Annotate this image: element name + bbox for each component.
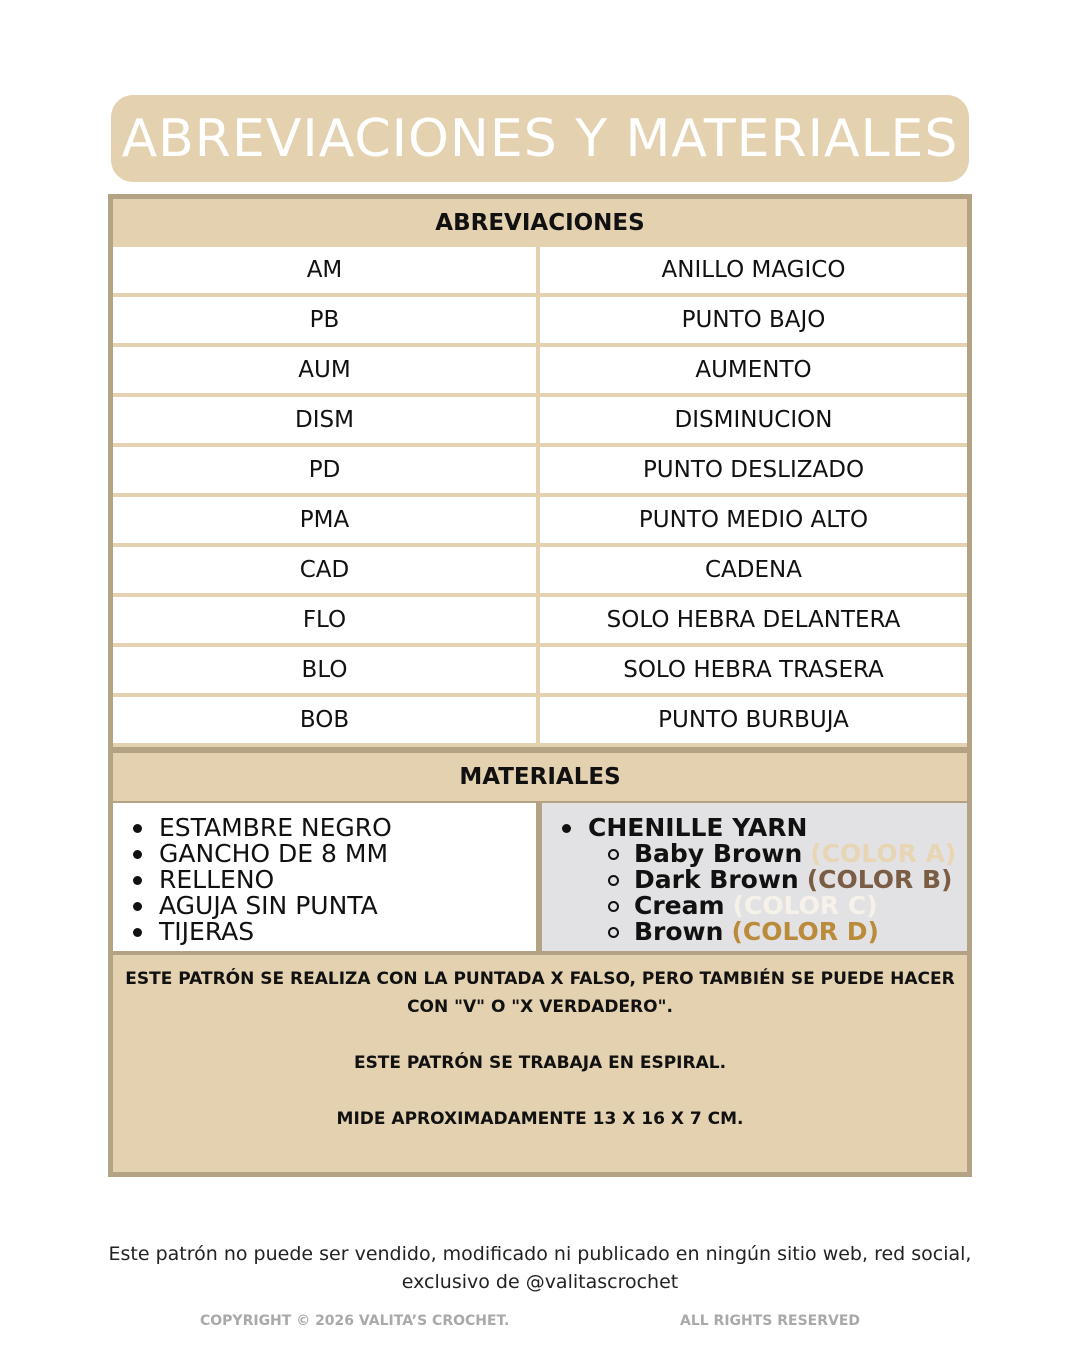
bullet-icon [133,876,142,885]
color-tag: (COLOR C) [732,891,878,920]
table-row [113,497,967,547]
bullet-icon [133,824,142,833]
bullet-icon [562,824,571,833]
rights-text: ALL RIGHTS RESERVED [680,1313,861,1329]
abbr-cell: PB [113,297,536,343]
list-item: AGUJA SIN PUNTA [133,893,392,919]
abbr-cell: FLO [113,597,536,643]
abbr-cell: PMA [113,497,536,543]
yarn-list [562,815,956,945]
list-item: RELLENO [133,867,392,893]
title-banner [111,95,969,182]
abbr-cell: BLO [113,647,536,693]
meaning-cell: PUNTO DESLIZADO [540,447,967,493]
pattern-info-table [108,194,972,1177]
table-row [113,247,967,297]
table-row [113,597,967,647]
abbr-cell: DISM [113,397,536,443]
table-row [113,697,967,747]
yarn-color-item: Baby Brown (COLOR A) [608,841,956,867]
copyright-text: COPYRIGHT © 2026 VALITA’S CROCHET. [200,1313,510,1329]
yarn-color-item: Cream (COLOR C) [608,893,956,919]
materials-list [133,815,392,945]
disclaimer-text: Este patrón no puede ser vendido, modificado ni publicado en ningún sitio web, red social, exclusivo de @valitascrochet [108,1243,972,1293]
table-row [113,547,967,597]
table-row [113,397,967,447]
yarn-label: CHENILLE YARN [562,815,956,841]
meaning-cell: SOLO HEBRA DELANTERA [540,597,967,643]
page-title: ABREVIACIONES Y MATERIALES [121,108,959,169]
materials-list-panel [113,803,536,951]
yarn-color-item: Dark Brown (COLOR B) [608,867,956,893]
abbreviations-header: ABREVIACIONES [113,199,967,247]
note-size: MIDE APROXIMADAMENTE 13 X 16 X 7 CM. [336,1109,744,1129]
meaning-cell: DISMINUCION [540,397,967,443]
meaning-cell: SOLO HEBRA TRASERA [540,647,967,693]
color-tag: (COLOR B) [806,865,953,894]
meaning-cell: ANILLO MAGICO [540,247,967,293]
meaning-cell: PUNTO BAJO [540,297,967,343]
abbr-cell: AUM [113,347,536,393]
bullet-icon [133,850,142,859]
note-stitch: ESTE PATRÓN SE REALIZA CON LA PUNTADA X FALSO, PERO TAMBIÉN SE PUEDE HACER CON "V" O "X VERDADERO". [125,969,955,1017]
circle-bullet-icon [608,927,619,938]
meaning-cell: PUNTO MEDIO ALTO [540,497,967,543]
materials-header: MATERIALES [113,753,967,801]
note-spiral: ESTE PATRÓN SE TRABAJA EN ESPIRAL. [353,1053,727,1073]
bullet-icon [133,902,142,911]
yarn-panel [542,803,967,951]
abbr-cell: AM [113,247,536,293]
color-tag: (COLOR A) [810,839,957,868]
list-item: GANCHO DE 8 MM [133,841,392,867]
yarn-colors [608,841,956,945]
color-tag: (COLOR D) [731,917,879,946]
table-row [113,447,967,497]
meaning-cell: PUNTO BURBUJA [540,697,967,743]
table-row [113,347,967,397]
abbr-cell: CAD [113,547,536,593]
circle-bullet-icon [608,901,619,912]
abbreviations-table [113,247,967,747]
bullet-icon [133,928,142,937]
abbr-cell: BOB [113,697,536,743]
yarn-color-item: Brown (COLOR D) [608,919,956,945]
circle-bullet-icon [608,849,619,860]
abbr-cell: PD [113,447,536,493]
table-row [113,647,967,697]
meaning-cell: CADENA [540,547,967,593]
list-item: ESTAMBRE NEGRO [133,815,392,841]
table-row [113,297,967,347]
circle-bullet-icon [608,875,619,886]
list-item: TIJERAS [133,919,392,945]
meaning-cell: AUMENTO [540,347,967,393]
pattern-notes [113,955,967,1172]
